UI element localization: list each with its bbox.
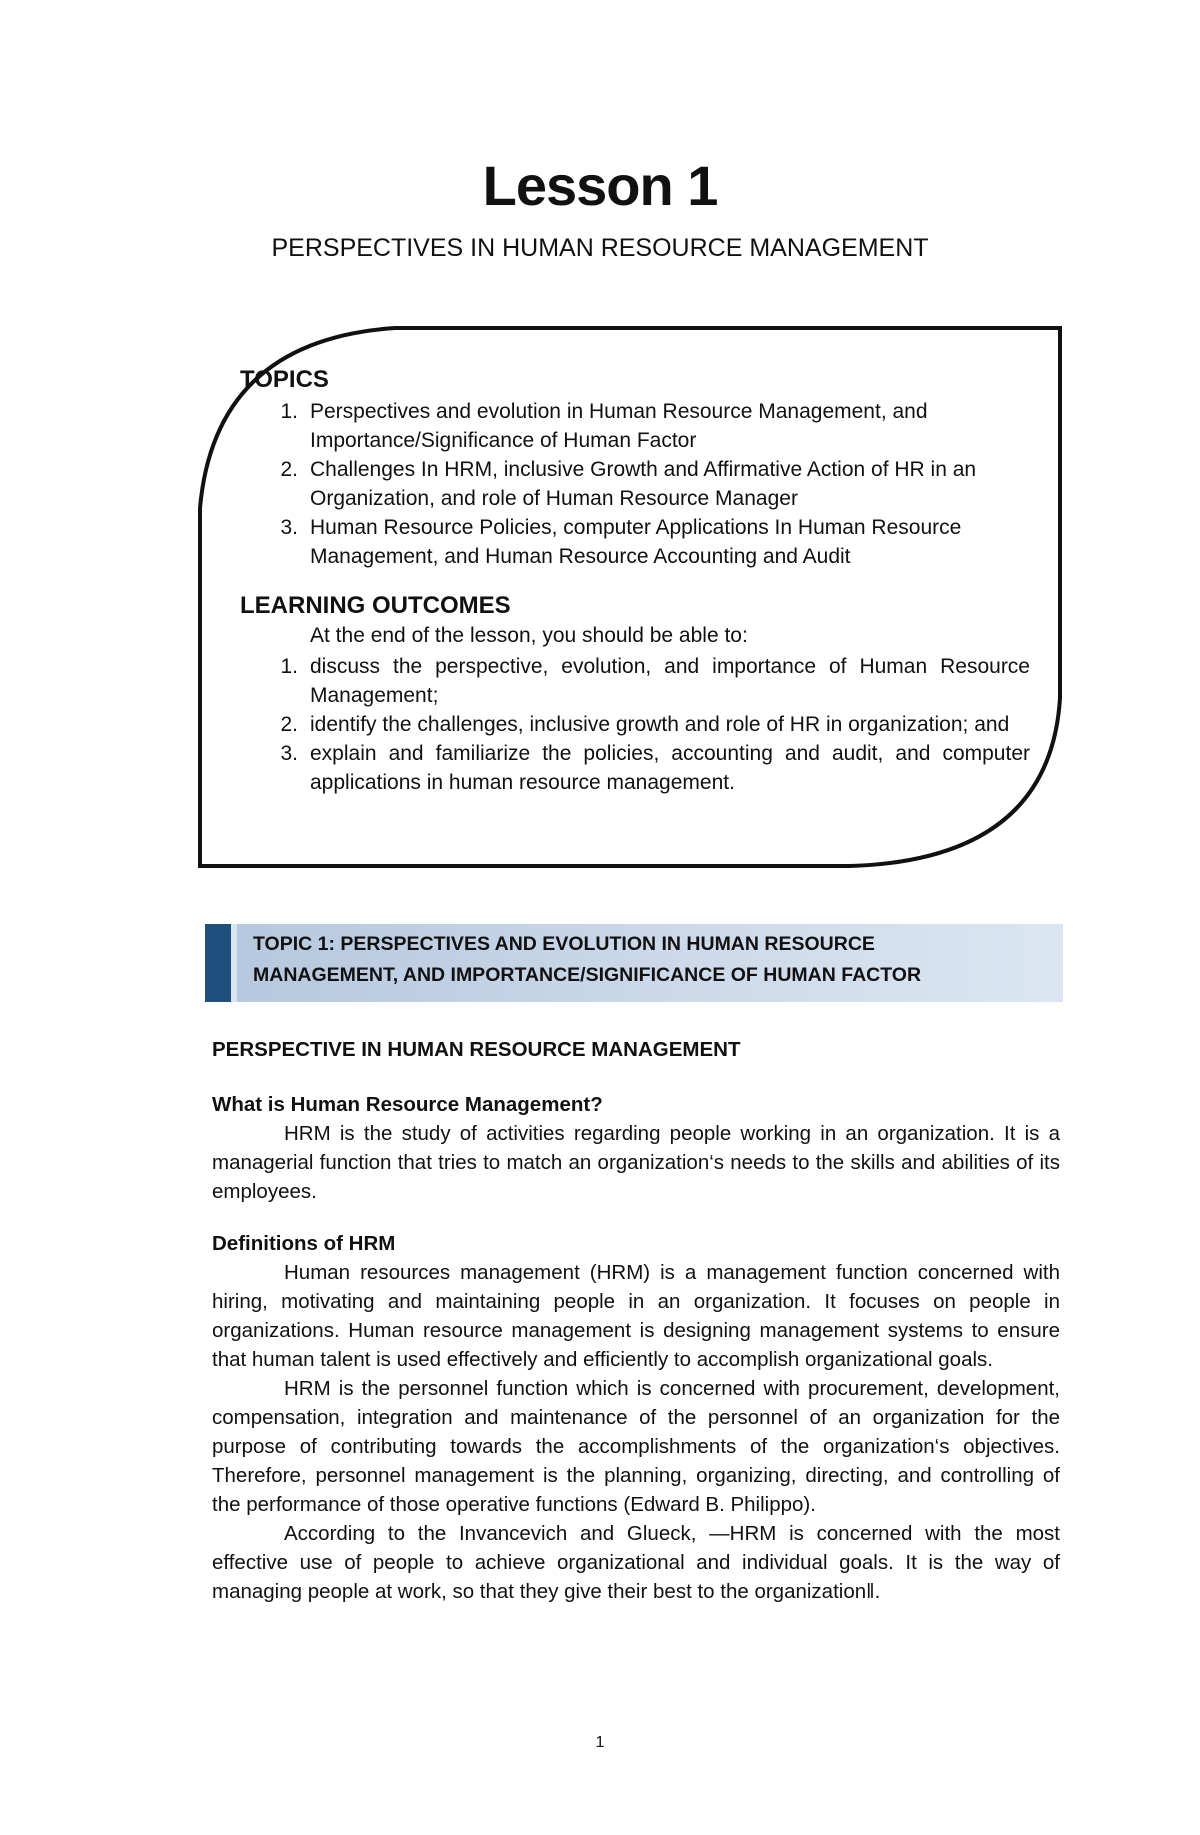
definition-paragraph-1: Human resources management (HRM) is a management function concerned with hiring, motivating and maintaining people in an organization. It focuses on people in organizations. Human resource management is designing management systems to ensure that human talent is used effectively and efficiently to accomplish organizational goals. xyxy=(212,1261,1060,1371)
outcome-text: discuss the perspective, evolution, and importance of Human Resource Management; xyxy=(310,655,1030,707)
banner-title xyxy=(253,929,1053,991)
body-content xyxy=(212,1035,1060,1606)
topic-item xyxy=(240,455,1030,513)
topics-list xyxy=(240,397,1030,571)
topic-text: Human Resource Policies, computer Applications In Human Resource Management, and Human Resource Accounting and Audit xyxy=(310,516,962,568)
topic-text: Challenges In HRM, inclusive Growth and Affirmative Action of HR in an Organization, and role of Human Resource Manager xyxy=(310,458,977,510)
topics-box xyxy=(240,365,1030,797)
topic-number: 1. xyxy=(280,400,298,423)
outcome-item xyxy=(240,652,1030,710)
banner-line-2: MANAGEMENT, AND IMPORTANCE/SIGNIFICANCE OF HUMAN FACTOR xyxy=(253,964,922,986)
topic-banner xyxy=(205,924,1063,1002)
banner-line-1: TOPIC 1: PERSPECTIVES AND EVOLUTION IN HUMAN RESOURCE xyxy=(253,933,875,955)
lesson-subtitle: PERSPECTIVES IN HUMAN RESOURCE MANAGEMENT xyxy=(271,234,929,262)
outcome-number: 2. xyxy=(280,713,298,736)
section-title: PERSPECTIVE IN HUMAN RESOURCE MANAGEMENT xyxy=(212,1038,741,1061)
outcome-number: 3. xyxy=(280,742,298,765)
question-heading: What is Human Resource Management? xyxy=(212,1093,603,1116)
learning-outcomes-heading: LEARNING OUTCOMES xyxy=(240,592,511,619)
question-paragraph: HRM is the study of activities regarding people working in an organization. It is a managerial function that tries to match an organization‘s needs to the skills and abilities of its employees. xyxy=(212,1122,1060,1203)
outcome-text: explain and familiarize the policies, accounting and audit, and computer applications in human resource management. xyxy=(310,742,1030,794)
definitions-heading: Definitions of HRM xyxy=(212,1232,396,1255)
definition-paragraph-2: HRM is the personnel function which is concerned with procurement, development, compensation, integration and maintenance of the personnel of an organization for the purpose of contributing towards the accomplishments of the organization‘s objectives. Therefore, personnel management is the planning, organizing, directing, and controlling of the performance of those operative functions (Edward B. Philippo). xyxy=(212,1377,1060,1516)
outcome-number: 1. xyxy=(280,655,298,678)
topic-item xyxy=(240,513,1030,571)
outcome-item xyxy=(240,710,1030,739)
topic-item xyxy=(240,397,1030,455)
definition-paragraph-3: According to the Invancevich and Glueck, ―HRM is concerned with the most effective use of people to achieve organizational and individual goals. It is the way of managing people at work, so that they give their best to the organization‖. xyxy=(212,1522,1060,1603)
topic-text: Perspectives and evolution in Human Resource Management, and Importance/Significance of Human Factor xyxy=(310,400,928,452)
banner-accent-stripe xyxy=(231,924,237,1002)
outcomes-list xyxy=(240,652,1030,797)
lesson-title: Lesson 1 xyxy=(482,154,718,217)
outcomes-intro: At the end of the lesson, you should be able to: xyxy=(310,624,748,647)
topic-number: 2. xyxy=(280,458,298,481)
topic-number: 3. xyxy=(280,516,298,539)
page-number: 1 xyxy=(595,1734,605,1751)
banner-accent-bar xyxy=(205,924,231,1002)
outcome-text: identify the challenges, inclusive growth and role of HR in organization; and xyxy=(310,713,1010,736)
topics-heading: TOPICS xyxy=(240,366,329,393)
outcome-item xyxy=(240,739,1030,797)
